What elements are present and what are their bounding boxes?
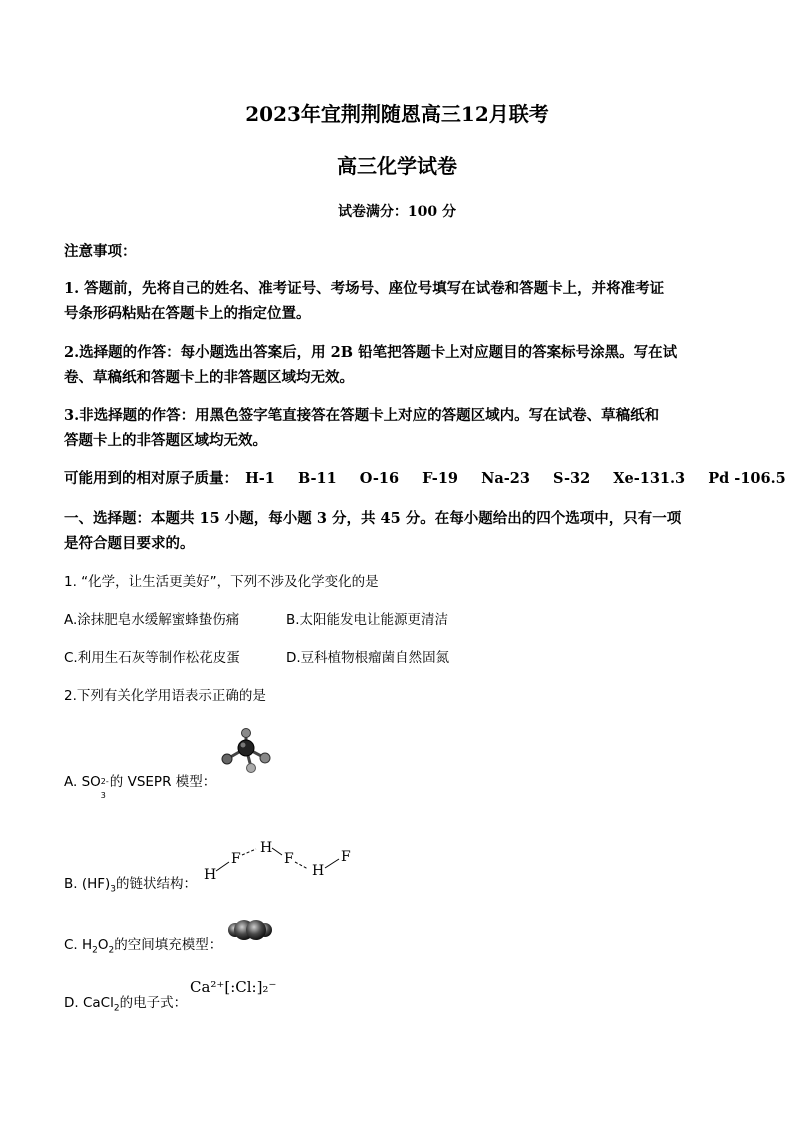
atomic-mass-item: Xe-131.3	[613, 470, 686, 487]
atomic-mass-item: Pd -106.5	[708, 470, 786, 487]
atomic-mass-item: H-1	[245, 470, 275, 487]
q2-option-a	[64, 770, 217, 800]
atomic-masses-label: 可能用到的相对原子质量：	[64, 470, 238, 487]
option-b-suffix: 的链状结构：	[116, 876, 198, 892]
exam-subtitle: 高三化学试卷	[337, 154, 457, 178]
exam-title: 2023年宜荆荆随恩高三12月联考	[245, 102, 549, 126]
atomic-mass-item: B-11	[297, 470, 337, 487]
q1-option-c: C.利用生石灰等制作松花皮蛋	[64, 650, 240, 666]
h2o2-subscript-2: 2	[108, 945, 115, 956]
atomic-masses	[64, 467, 794, 488]
hf-subscript: 3	[110, 884, 117, 895]
atomic-mass-item: F-19	[422, 470, 458, 487]
note-1-line-1: 1. 答题前，先将自己的姓名、准考证号、考场号、座位号填写在试卷和答题卡上，并将准考证	[64, 280, 665, 297]
q2-stem: 2.下列有关化学用语表示正确的是	[64, 688, 266, 704]
note-3-line-2: 答题卡上的非答题区域均无效。	[64, 432, 267, 449]
q2-option-c	[64, 933, 222, 956]
atomic-mass-item: O-16	[359, 470, 400, 487]
option-b-label: B. (HF)	[64, 876, 111, 892]
hf-atom-h3: H	[312, 863, 325, 879]
q1-stem: 1. “化学，让生活更美好”，下列不涉及化学变化的是	[64, 574, 379, 590]
q2-option-d	[64, 991, 187, 1014]
q2-option-b	[64, 872, 197, 895]
section-1-line-2: 是符合题目要求的。	[64, 535, 195, 552]
option-c-label: C. H	[64, 937, 93, 953]
section-1-line-1: 一、选择题：本题共 15 小题，每小题 3 分，共 45 分。在每小题给出的四个选项中，只有一项	[64, 510, 682, 527]
note-3-line-1: 3.非选择题的作答：用黑色签字笔直接答在答题卡上对应的答题区域内。写在试卷、草稿纸和	[64, 407, 660, 424]
option-a-label: A.	[64, 774, 82, 790]
space-filling-model-image	[226, 915, 274, 945]
sulfite-subscript: 3	[100, 791, 106, 800]
q1-option-d: D.豆科植物根瘤菌自然固氮	[286, 650, 450, 666]
hf-atom-f2: F	[284, 851, 294, 867]
hf-atom-h2: H	[260, 840, 273, 856]
hf-atom-h1: H	[204, 867, 217, 883]
sulfite-formula: SO	[81, 774, 101, 790]
sulfite-charge-sup: 2-	[100, 777, 109, 786]
option-d-label: D. CaCl	[64, 995, 114, 1011]
option-c-suffix: 的空间填充模型：	[114, 937, 223, 953]
option-a-suffix: 的 VSEPR 模型：	[109, 774, 217, 790]
option-d-suffix: 的电子式：	[119, 995, 188, 1011]
hf-atom-f3: F	[341, 849, 351, 865]
q1-option-b: B.太阳能发电让能源更清洁	[286, 612, 449, 628]
notes-heading: 注意事项：	[64, 243, 137, 260]
score-line: 试卷满分：100 分	[337, 204, 457, 220]
note-2-line-2: 卷、草稿纸和答题卡上的非答题区域均无效。	[64, 369, 354, 386]
q1-option-a: A.涂抹肥皂水缓解蜜蜂蛰伤痛	[64, 612, 240, 628]
note-2-line-1: 2.选择题的作答：每小题选出答案后，用 2B 铅笔把答题卡上对应题目的答案标号涂黑。写在试	[64, 344, 678, 361]
atomic-mass-item: S-32	[552, 470, 591, 487]
vsepr-model-image	[217, 727, 277, 777]
hf-chain-structure	[198, 838, 360, 886]
h2o2-oxygen: O	[97, 937, 109, 953]
h2o2-subscript-1: 2	[92, 945, 98, 956]
cacl2-subscript: 2	[113, 1003, 120, 1014]
atomic-mass-item: Na-23	[481, 470, 530, 487]
cacl2-electron-formula: Ca²⁺[:Cl:]₂⁻	[190, 978, 277, 996]
note-1-line-2: 号条形码粘贴在答题卡上的指定位置。	[64, 305, 311, 322]
hf-atom-f1: F	[231, 851, 241, 867]
